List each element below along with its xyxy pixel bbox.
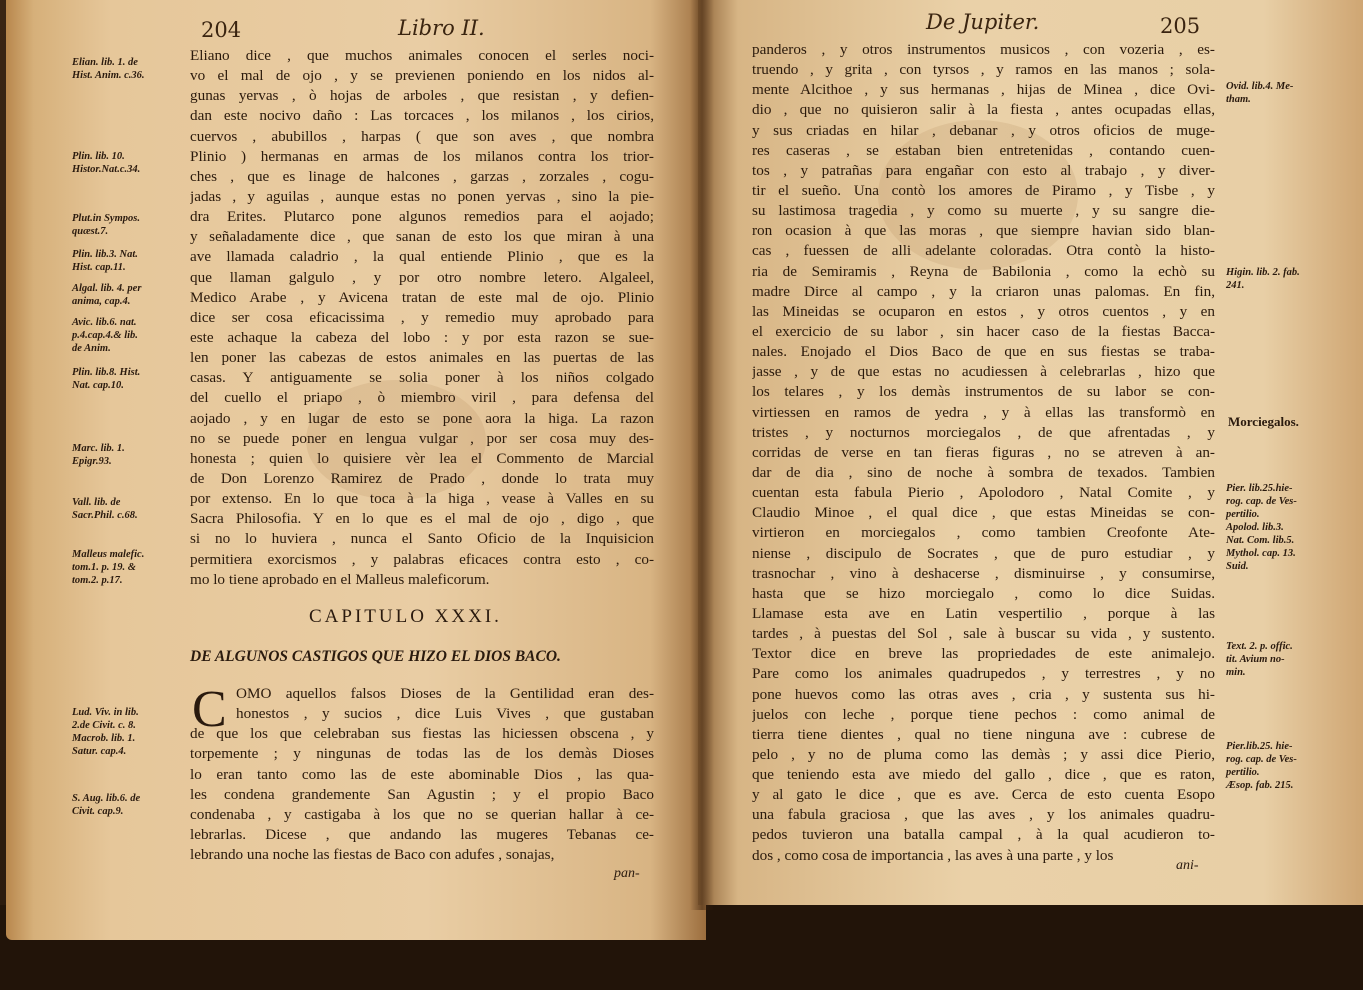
margin-note-line: rog. cap. de Ves- — [1226, 754, 1297, 765]
text-line: torpemente ; y ningunas de todas las de los demàs Dioses — [190, 745, 654, 763]
text-line: virtieron en morciegalos , como tambien Creofonte Ate- — [752, 524, 1215, 542]
drop-cap: C — [192, 681, 227, 738]
text-line: pone huevos como las otras aves , cria , y sustenta sus hi- — [752, 685, 1215, 703]
text-line: madre Dirce al campo , y la criaron unas palomas. En fin, — [752, 282, 1215, 300]
text-line: Claudio Minoe , el qual dice , que estas Mineidas se con- — [752, 504, 1215, 522]
text-line: Medico Arabe , y Avicena tratan de este mal de ojo. Plinio — [190, 288, 654, 306]
margin-note-line: Nat. Com. lib.5. — [1226, 535, 1295, 546]
text-line: y señaladamente dice , que sanan de esto los que miran à una — [190, 228, 654, 246]
margin-note-line: de Anim. — [72, 343, 111, 354]
margin-note — [72, 282, 184, 308]
margin-note-line: Sacr.Phil. c.68. — [72, 510, 138, 521]
chapter-title: CAPITULO XXXI. — [309, 606, 502, 627]
margin-note-line: Elian. lib. 1. de — [72, 57, 138, 68]
text-line: las Mineidas se ocuparon en estos , y otros cuentos , y en — [752, 302, 1215, 320]
margin-note-line: Epigr.93. — [72, 456, 112, 467]
margin-note-line: Histor.Nat.c.34. — [72, 164, 141, 175]
margin-note-line: 241. — [1226, 280, 1245, 291]
text-line: les condena grandemente San Agustin ; y el propio Baco — [190, 785, 654, 803]
text-line: truendo , y grita , con tyrsos , y ramos en las manos ; sola- — [752, 61, 1215, 79]
margin-note-line: tham. — [1226, 94, 1251, 105]
margin-note — [72, 548, 184, 587]
text-line: no se puede poner en lengua vulgar , por ser cosa muy des- — [190, 429, 654, 447]
text-line: panderos , y otros instrumentos musicos , con vozeria , es- — [752, 41, 1215, 58]
margin-note — [72, 706, 184, 758]
text-line: aojado , y en lugar de esto se pone aora la higa. La razon — [190, 409, 654, 427]
margin-note-line: Macrob. lib. 1. — [72, 733, 136, 744]
margin-note-line: rog. cap. de Ves- — [1226, 496, 1297, 507]
text-line: dice ser cosa eficacissima , y remedio muy aprobado para — [190, 308, 654, 326]
text-line: len poner las cabezas de estos animales en las puertas de las — [190, 349, 654, 367]
text-line: los telares , y los demàs instrumentos de su labor se con- — [752, 383, 1215, 401]
margin-note-line: Lud. Viv. in lib. — [72, 707, 139, 718]
margin-note-line: min. — [1226, 667, 1246, 678]
running-head-right: De Jupiter. — [926, 10, 1040, 34]
margin-note — [72, 212, 184, 238]
text-line: vo el mal de ojo , y se previenen poniendo en los nidos al- — [190, 67, 654, 85]
body-text-left-top — [190, 46, 654, 590]
margin-note — [72, 248, 184, 274]
margin-note — [1226, 640, 1338, 679]
body-text-chapter — [190, 681, 654, 865]
margin-note-line: Nat. cap.10. — [72, 380, 124, 391]
text-line: condenaba , y castigaba à los que no se querian hallar à ce- — [190, 805, 654, 823]
margin-note-line: Æsop. fab. 215. — [1226, 780, 1294, 791]
text-line: el exercicio de su labor , sin hacer caso de la fiestas Bacca- — [752, 322, 1215, 340]
text-line: cas , fuessen de alli adelante coloradas. Otra contò la histo- — [752, 242, 1215, 260]
margin-note-line: pertilio. — [1226, 509, 1260, 520]
text-line: por extenso. En lo que toca à la higa , vease à Valles en su — [190, 490, 654, 508]
text-line: Llamase esta ave en Latin vespertilio , porque à las — [752, 604, 1215, 622]
margin-note-line: Text. 2. p. offic. — [1226, 641, 1293, 652]
text-line: Eliano dice , que muchos animales conocen el serles noci- — [190, 47, 654, 64]
text-line: hasta que se hizo morciegalo , como lo dice Suidas. — [752, 584, 1215, 602]
margin-note-line: Mythol. cap. 13. — [1226, 548, 1296, 559]
text-line: lo eran tanto como las de este abominable Dios , las qua- — [190, 765, 654, 783]
text-line: y al gato le dice , que es ave. Cerca de esto cuenta Esopo — [752, 786, 1215, 804]
text-line: si no lo huviera , nunca el Santo Oficio de la Inquisicion — [190, 530, 654, 548]
margin-note-line: Avic. lib.6. nat. — [72, 317, 137, 328]
text-line: su lastimosa tragedia , y como su muerte , y su sangre die- — [752, 202, 1215, 220]
margin-note-line: Higin. lib. 2. fab. — [1226, 267, 1300, 278]
text-line: virtiessen en ramos de yedra , y à ellas las transformò en — [752, 403, 1215, 421]
margin-note-line: Plin. lib.3. Nat. — [72, 249, 138, 260]
side-heading-morciegalos: Morciegalos. — [1228, 414, 1299, 429]
text-line: ches , que es linage de halcones , garzas , zorzales , cogu- — [190, 167, 654, 185]
text-line: tristes , y nocturnos morciegalos , de que afrentadas , y — [752, 423, 1215, 441]
margin-note-line: Malleus malefic. — [72, 549, 145, 560]
text-line: permitiera exorcismos , y palabras eficaces contra esto , co- — [190, 550, 654, 568]
text-line: ria de Semiramis , Reyna de Babilonia , como la echò su — [752, 262, 1215, 280]
margin-note — [1226, 266, 1338, 292]
margin-note-line: p.4.cap.4.& lib. — [72, 330, 138, 341]
text-line: dar de dia , sino de noche à sombra de texados. Tambien — [752, 463, 1215, 481]
text-line: que llaman galgulo , y por otro nombre letero. Algaleel, — [190, 268, 654, 286]
margin-note — [72, 150, 184, 176]
margin-note-line: Suid. — [1226, 561, 1249, 572]
text-line: lebrarlas. Dicese , que andando las mugeres Tebanas ce- — [190, 825, 654, 843]
text-line: del cuello el priapo , ò miembro viril , para defensa del — [190, 389, 654, 407]
text-line: pedos tuvieron una batalla campal , à la qual acudieron to- — [752, 826, 1215, 844]
running-head-left: Libro II. — [398, 16, 485, 40]
text-line: Pare como los animales quadrupedos , y terrestres , y no — [752, 665, 1215, 683]
chapter-subtitle: DE ALGUNOS CASTIGOS QUE HIZO EL DIOS BACO. — [190, 648, 561, 665]
text-line: tierra tiene dientes , qual no tiene ninguna ave : cubrese de — [752, 725, 1215, 743]
text-line: jasse , y de que estas no acudiessen à celebrarlas , hizo que — [752, 363, 1215, 381]
margin-note-line: tom.1. p. 19. & — [72, 562, 136, 573]
margin-note — [72, 316, 184, 355]
text-line: OMO aquellos falsos Dioses de la Gentilidad eran des- — [236, 685, 654, 702]
text-line: cuervos , abubillos , harpas ( que son aves , que nombra — [190, 127, 654, 145]
catchword-right: ani- — [1176, 858, 1199, 873]
left-page — [6, 0, 706, 940]
margin-note-line: Hist. cap.11. — [72, 262, 126, 273]
margin-note-line: Pier. lib.25.hie- — [1226, 483, 1293, 494]
text-line: niense , discipulo de Socrates , que de puro estudiar , y — [752, 544, 1215, 562]
margin-note-line: Vall. lib. de — [72, 497, 121, 508]
margin-note-line: S. Aug. lib.6. de — [72, 793, 141, 804]
margin-note-line: tom.2. p.17. — [72, 575, 123, 586]
right-page — [698, 0, 1363, 905]
margin-note — [72, 792, 184, 818]
text-line: casas. Y antiguamente se solia poner à los niños colgado — [190, 369, 654, 387]
margin-note-line: quæst.7. — [72, 226, 109, 237]
margin-note — [1226, 740, 1338, 792]
margin-note-line: Plin. lib.8. Hist. — [72, 367, 141, 378]
text-line: lebrando una noche las fiestas de Baco con adufes , sonajas, — [190, 846, 555, 864]
margin-note-line: Plin. lib. 10. — [72, 151, 125, 162]
margin-note-line: Pier.lib.25. hie- — [1226, 741, 1293, 752]
text-line: jadas , y aguilas , aunque estas no ponen yervas , sino la pie- — [190, 187, 654, 205]
text-line: dan este nocivo daño : Las torcaces , los milanos , los cirios, — [190, 107, 654, 125]
text-line: res caseras , se estaban bien entretenidas , contando cuen- — [752, 141, 1215, 159]
text-line: dos , como cosa de importancia , las aves à una parte , y los — [752, 846, 1114, 864]
text-line: honestos , y sucios , dice Luis Vives , que gustaban — [236, 705, 654, 723]
margin-note-line: Satur. cap.4. — [72, 746, 127, 757]
margin-note-line: Plut.in Sympos. — [72, 213, 140, 224]
text-line: cuentan esta fabula Pierio , Apolodoro , Natal Comite , y — [752, 484, 1215, 502]
margin-note-line: pertilio. — [1226, 767, 1260, 778]
text-line: tos , y patrañas para engañar con esto al trabajo , y diver- — [752, 161, 1215, 179]
text-line: una fabula graciosa , que las aves , y los animales quadru- — [752, 806, 1215, 824]
text-line: tardes , à puestas del Sol , sale à buscar su vida , y sustento. — [752, 625, 1215, 643]
margin-note — [72, 366, 184, 392]
body-text-right — [752, 40, 1215, 866]
catchword-left: pan- — [614, 866, 640, 881]
margin-note — [1226, 482, 1338, 573]
margin-note-line: Apolod. lib.3. — [1226, 522, 1284, 533]
margin-note-line: Civit. cap.9. — [72, 806, 124, 817]
margin-note — [1226, 80, 1338, 106]
text-line: trasnochar , vino à deshacerse , disminuirse , y consumirse, — [752, 564, 1215, 582]
book-gutter — [690, 0, 714, 910]
text-line: Plinio ) hermanas en armas de los milanos contra los trior- — [190, 147, 654, 165]
margin-note-line: 2.de Civit. c. 8. — [72, 720, 136, 731]
margin-note-line: Marc. lib. 1. — [72, 443, 125, 454]
margin-note-line: Hist. Anim. c.36. — [72, 70, 145, 81]
text-line: mo lo tiene aprobado en el Malleus maleficorum. — [190, 570, 490, 588]
text-line: ron ocasion à que las moras , que siempre havian sido blan- — [752, 222, 1215, 240]
text-line: Textor dice en breve las propriedades de este animalejo. — [752, 645, 1215, 663]
margin-note-line: anima, cap.4. — [72, 296, 131, 307]
text-line: de que los que celebraban sus fiestas las hiciessen obscena , y — [190, 725, 654, 743]
text-line: corridas de verse en tan fieras figuras , no se atreven à an- — [752, 443, 1215, 461]
text-line: dra Erites. Plutarco pone algunos remedios para el aojado; — [190, 208, 654, 226]
margin-note-line: Algal. lib. 4. per — [72, 283, 142, 294]
text-line: juelos con leche , porque tiene pechos : como animal de — [752, 705, 1215, 723]
text-line: de Don Lorenzo Ramirez de Prado , donde lo trata muy — [190, 469, 654, 487]
text-line: honesta ; quien lo quisiere vèr lea el Commento de Marcial — [190, 449, 654, 467]
text-line: gunas yervas , ò hojas de arboles , que resistan , y defien- — [190, 87, 654, 105]
page-number-left: 204 — [201, 18, 242, 42]
text-line: y sus criadas en hilar , debanar , y otros oficios de muge- — [752, 121, 1215, 139]
text-line: que teniendo esta ave miedo del gallo , dice , que es raton, — [752, 766, 1215, 784]
margin-note-line: Ovid. lib.4. Me- — [1226, 81, 1294, 92]
margin-note — [72, 56, 184, 82]
page-number-right: 205 — [1160, 14, 1201, 38]
text-line: dio , que no quisieron salir à la fiesta , antes ocupadas ellas, — [752, 101, 1215, 119]
text-line: tir el sueño. Una contò los amores de Piramo , y Tisbe , y — [752, 181, 1215, 199]
margin-note-line: tit. Avium no- — [1226, 654, 1285, 665]
text-line: nales. Enojado el Dios Baco de que en sus fiestas se traba- — [752, 343, 1215, 361]
text-line: mente Alcithoe , y sus hermanas , hijas de Minea , dice Ovi- — [752, 81, 1215, 99]
text-line: este achaque la cabeza del lobo : y por esta razon se sue- — [190, 328, 654, 346]
margin-note — [72, 496, 184, 522]
text-line: pelo , y no de pluma como las demàs ; y assi dice Pierio, — [752, 745, 1215, 763]
text-line: ave llamada caladrio , la qual entiende Plinio , que es la — [190, 248, 654, 266]
margin-note — [72, 442, 184, 468]
text-line: Sacra Philosofia. Y en lo que es el mal de ojo , digo , que — [190, 510, 654, 528]
